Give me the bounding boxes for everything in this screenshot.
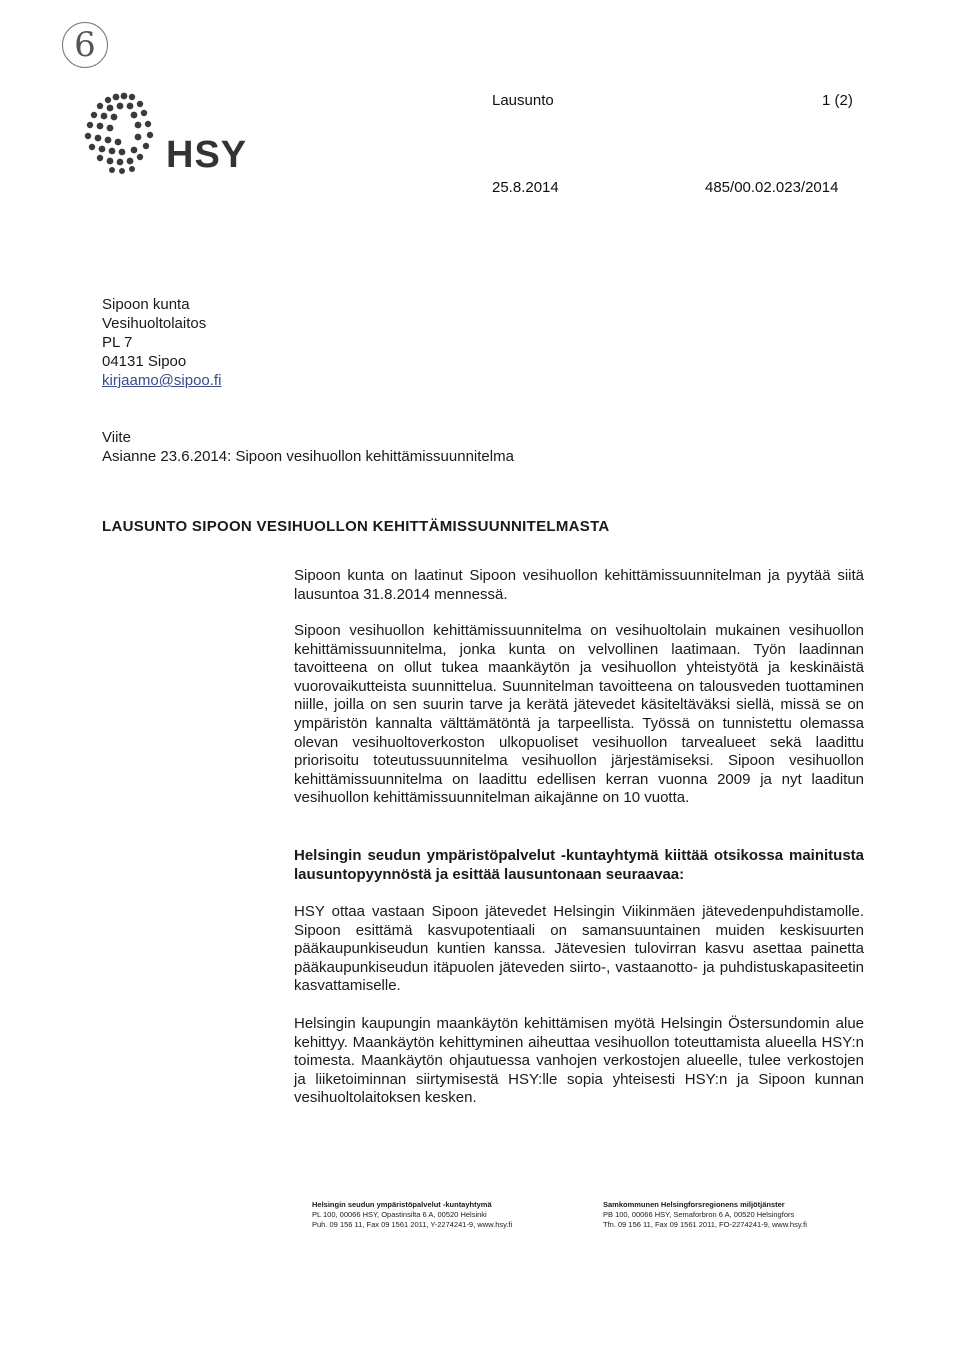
handwritten-page-number: 6	[62, 22, 108, 68]
footer-org-name: Samkommunen Helsingforsregionens miljötjänster	[603, 1200, 785, 1209]
recipient-email-link[interactable]: kirjaamo@sipoo.fi	[102, 372, 222, 389]
recipient-line: 04131 Sipoo	[102, 353, 187, 370]
recipient-line: Vesihuoltolaitos	[102, 315, 207, 332]
footer-address: PB 100, 00066 HSY, Semaforbron 6 A, 00520 Helsingfors	[603, 1210, 795, 1219]
document-number: 485/00.02.023/2014	[705, 179, 839, 196]
reference-text: Asianne 23.6.2014: Sipoon vesihuollon kehittämissuunnitelma	[102, 448, 514, 465]
footer-swedish	[603, 1200, 807, 1230]
footer-finnish	[312, 1200, 512, 1230]
recipient-address	[102, 295, 221, 390]
paragraph-ostersundom: Helsingin kaupungin maankäytön kehittämisen myötä Helsingin Östersundomin alue kehittyy. Maankäytön kehittyminen aiheuttaa vesihuollon toteuttamista alueella HSY:n toimesta. Maankäytön ohjautuessa vanhojen verkostojen alueelle, tulee verkostojen ja liiketoiminnan siirtymisestä HSY:lle sopia yhteisesti HSY:n ja Sipoon kunnan vesihuoltolaitoksen kesken.	[294, 1015, 864, 1107]
paragraph-intro: Sipoon kunta on laatinut Sipoon vesihuollon kehittämissuunnitelman ja pyytää siitä lausuntoa 31.8.2014 mennessä.	[294, 567, 864, 603]
reference-label: Viite	[102, 429, 131, 446]
document-title: LAUSUNTO SIPOON VESIHUOLLON KEHITTÄMISSUUNNITELMASTA	[102, 518, 610, 535]
document-type: Lausunto	[492, 92, 554, 109]
recipient-line: PL 7	[102, 334, 133, 351]
footer-org-name: Helsingin seudun ympäristöpalvelut -kuntayhtymä	[312, 1200, 492, 1209]
statement-lead: Helsingin seudun ympäristöpalvelut -kuntayhtymä kiittää otsikossa mainitusta lausuntopyynnöstä ja esittää lausuntonaan seuraavaa:	[294, 847, 864, 883]
logo-wordmark: HSY	[166, 134, 248, 176]
document-date: 25.8.2014	[492, 179, 559, 196]
footer-contact: Tfn. 09 156 11, Fax 09 1561 2011, FO-2274241-9, www.hsy.fi	[603, 1220, 807, 1229]
recipient-line: Sipoon kunta	[102, 296, 190, 313]
reference-block	[102, 428, 514, 466]
page-indicator: 1 (2)	[822, 92, 853, 109]
paragraph-plan-description: Sipoon vesihuollon kehittämissuunnitelma on vesihuoltolain mukainen vesihuollon kehittämissuunnitelma, jonka kunta on velvollinen laatimaan. Työn laadinnan tavoitteena on ollut tukea maankäytön ja vesihuollon yhteistyötä ja keskinäistä vuorovaikutteista suunnittelua. Suunnitelman tavoitteena on talousveden tuottaminen niille, joilla on sen suurin tarve ja kerätä jätevedet käsiteltäväksi siellä, missä se on ympäristön kannalta välttämätöntä ja tarpeellista. Työssä on tunnistettu olemassa olevan vesihuoltoverkoston ulkopuoliset vesihuollon tarvealueet sekä laadittu priorisoitu toteutussuunnitelma vesihuollon järjestämiseksi. Sipoon vesihuollon kehittämissuunnitelma on laadittu edellisen kerran vuonna 2009 ja nyt laaditun vesihuollon kehittämissuunnitelman aikajänne on 10 vuotta.	[294, 622, 864, 807]
footer-contact: Puh. 09 156 11, Fax 09 1561 2011, Y-2274241-9, www.hsy.fi	[312, 1220, 513, 1229]
footer-address: PL 100, 00066 HSY, Opastinsilta 6 A, 00520 Helsinki	[312, 1210, 487, 1219]
paragraph-wastewater: HSY ottaa vastaan Sipoon jätevedet Helsingin Viikinmäen jätevedenpuhdistamolle. Sipoon esittämä kasvupotentiaali on samansuuntainen muiden keskisuurten pääkaupunkiseudun kuntien kanssa. Jätevesien tulovirran kasvu asettaa painetta pääkaupunkiseudun itäpuolen jäteveden siirto-, vastaanotto- ja puhdistuskapasiteetin kasvattamiselle.	[294, 903, 864, 995]
